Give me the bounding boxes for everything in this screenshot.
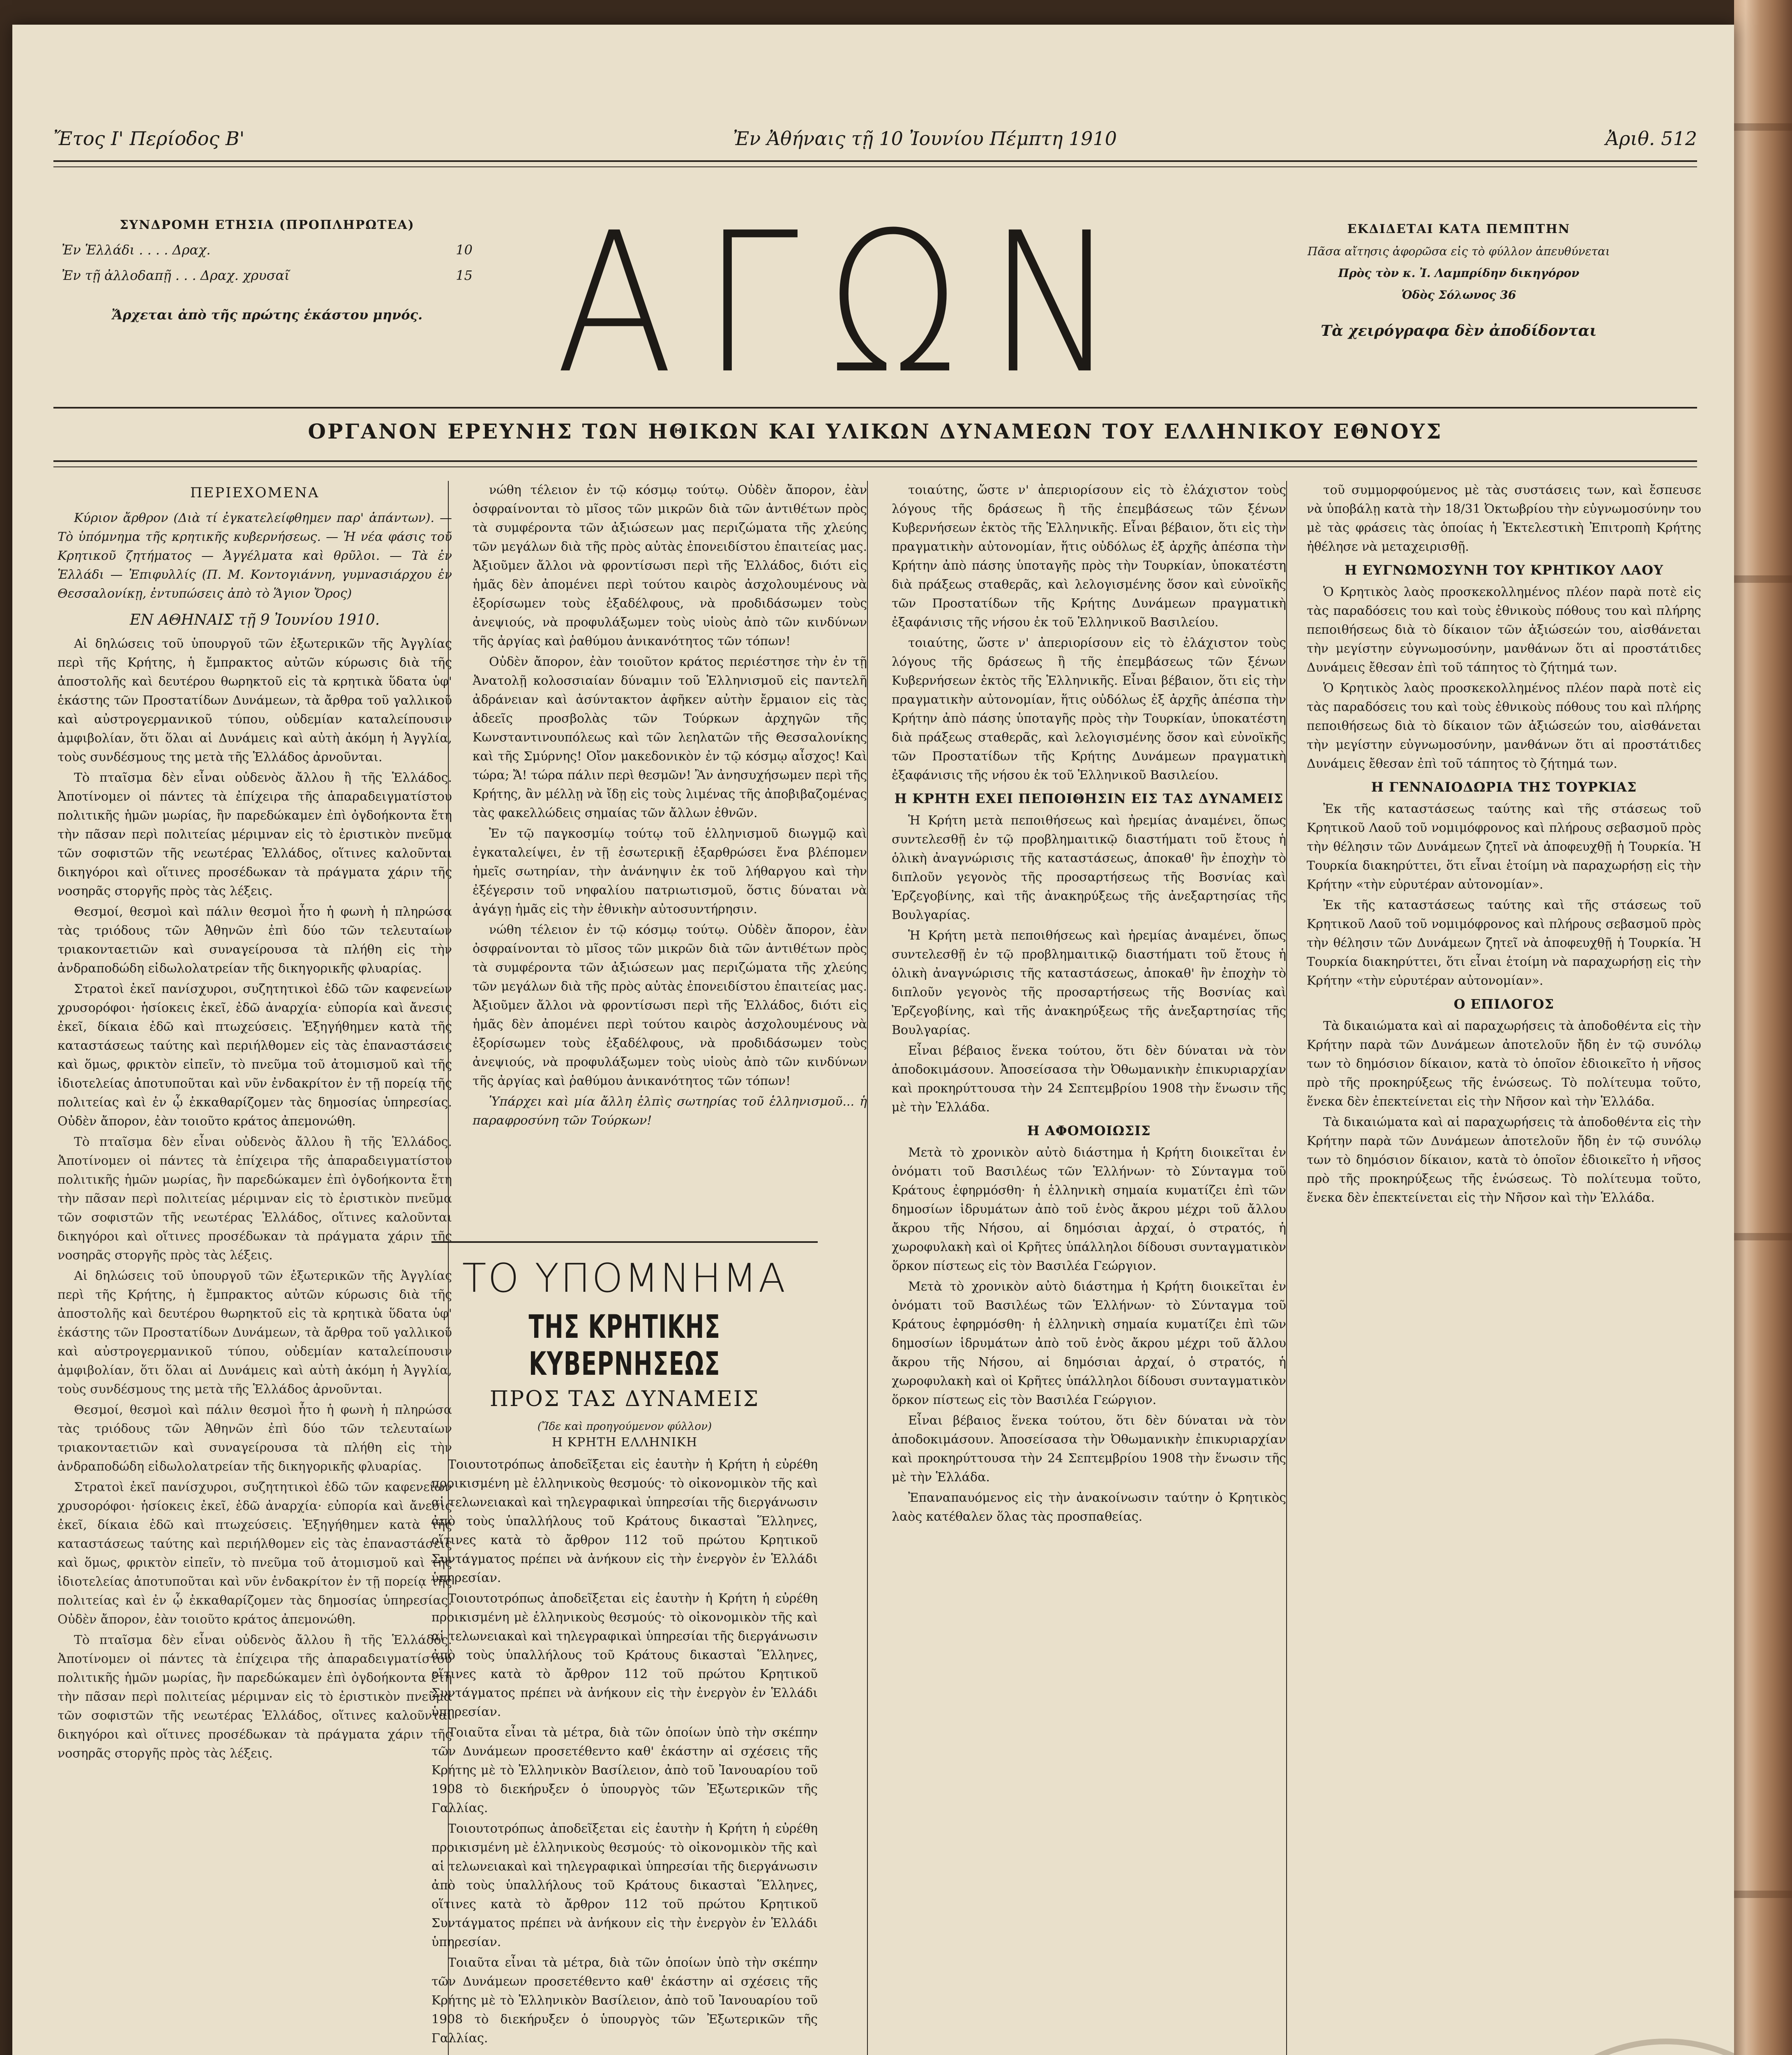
header-line <box>53 127 1697 150</box>
publisher-heading: ΕΚΔΙΔΕΤΑΙ ΚΑΤΑ ΠΕΜΠΤΗΝ <box>1347 222 1571 236</box>
masthead-title: ΑΓΩΝ <box>555 191 1146 417</box>
issue-date: Ἐν Ἀθήναις τῇ 10 Ἰουνίου Πέμπτη 1910 <box>733 127 1117 150</box>
article-paragraph: Ἐν τῷ παγκοσμίῳ τούτῳ τοῦ ἑλληνισμοῦ διωγμῷ καὶ ἐγκαταλείψει, ἐν τῇ ἐσωτερικῇ ἐξαρθρώσει ἔνα βλέπομεν ἡμεῖς σωτηρίαν, τὴν ἀνάνηψιν ἐκ τοῦ λήθαργου καὶ τὴν ἐξέγερσιν τοῦ νηφαλίου πατριωτισμοῦ, ὅστις δύναται νὰ ἀγάγῃ ἡμᾶς εἰς τὴν ἐθνικὴν αὐτοσυντήρησιν. <box>473 827 867 917</box>
article-paragraph: Μετὰ τὸ χρονικὸν αὐτὸ διάστημα ἡ Κρήτη διοικεῖται ἐν ὀνόματι τοῦ Βασιλέως τῶν Ἑλλήνων· τὸ Σύνταγμα τοῦ Κράτους ἐφηρμόσθη· ἡ ἑλληνικὴ σημαία κυματίζει ἐπὶ τῶν δημοσίων ἱδρυμάτων ἀπὸ τοῦ ἑνὸς ἄκρου μέχρι τοῦ ἄλλου ἄκρου τῆς Νήσου, αἱ δημόσιαι ἀρχαί, ὁ στρατός, ἡ χωροφυλακὴ καὶ οἱ Κρῆτες ὑπάλληλοι δίδουσι συνταγματικὸν ὅρκον πίστεως εἰς τὸν Βασιλέα Γεώργιον. <box>892 1145 1286 1273</box>
spine-stripe <box>1734 1891 1792 1898</box>
spine-stripe <box>1734 575 1792 583</box>
article-paragraph: Εἶναι βέβαιος ἕνεκα τούτου, ὅτι δὲν δύναται νὰ τὸν ἀποδοκιμάσουν. Ἀποσείσασα τὴν Ὀθωμανικὴν ἐπικυριαρχίαν καὶ προκηρύττουσα τὴν 24 Σεπτεμβρίου 1908 τὴν ἕνωσιν τῆς μὲ τὴν Ἑλλάδα. <box>892 1044 1286 1115</box>
publisher-box <box>1229 222 1689 339</box>
article-paragraph: Τοιουτοτρόπως ἀποδεῖξεται εἰς ἑαυτὴν ἡ Κρήτη ἡ εὐρέθη προικισμένη μὲ ἑλληνικοὺς θεσμούς· τὸ οἰκονομικὸν τῆς καὶ αἱ τελωνειακαὶ καὶ τηλεγραφικαὶ ὑπηρεσίαι τῆς διεργάνωσιν ἀπὸ τοὺς ὑπαλλήλους τοῦ Κράτους δικασταὶ Ἕλληνες, οἵτινες κατὰ τὸ ἄρθρον 112 τοῦ πρώτου Κρητικοῦ Συντάγματος πρέπει νὰ ἀνήκουν εἰς τὴν ἐνεργὸν ἐν Ἑλλάδι ὑπηρεσίαν. <box>431 1591 818 1719</box>
article-paragraph: Στρατοὶ ἐκεῖ πανίσχυροι, συζητητικοὶ ἐδῶ τῶν καφενείων χρυσορόφοι· ἡσίοκεις ἐκεῖ, ἐδῶ ἀναρχία· εὐπορία καὶ ἄνεσις ἐκεῖ, δίκαια ἐδῶ καὶ πτωχεύσεις. Ἐξηγήθημεν κατὰ τῆς καταστάσεως ταύτης καὶ περιήλθομεν εἰς τὰς ἐπαναστάσεις καὶ ὅμως, φρικτὸν εἰπεῖν, τὸ πνεῦμα τοῦ ἀτομισμοῦ καὶ τῆς ἰδιοτελείας ἀποτυποῦται καὶ νῦν ἐνδακρίτον ἐν τῇ πορείᾳ τῆς πολιτείας καὶ ἐν ᾧ ἐκκαθαρίζομεν τὰς δημοσίας ὑπηρεσίας. Οὐδὲν ἄπορον, ἐὰν τοιοῦτο κράτος ἀπεμονώθη. <box>58 1480 452 1627</box>
memorandum-rule <box>431 1241 818 1243</box>
tagline-rule <box>53 460 1697 462</box>
article-paragraph: Ἐπαναπαυόμενος εἰς τὴν ἀνακοίνωσιν ταύτην ὁ Κρητικὸς λαὸς κατέθαλεν ὅλας τὰς προσπαθείας. <box>892 1491 1286 1524</box>
column-2 <box>473 481 867 1221</box>
memorandum-subtitle: ΤΗΣ ΚΡΗΤΙΚΗΣ ΚΥΒΕΡΝΗΣΕΩΣ <box>528 1309 721 1383</box>
memorandum-title: ΤΟ ΥΠΟΜΝΗΜΑ <box>462 1255 787 1301</box>
article-paragraph: Θεσμοί, θεσμοὶ καὶ πάλιν θεσμοὶ ἦτο ἡ φωνὴ ἡ πληρώσα τὰς τριόδους τῶν Ἀθηνῶν ἐπὶ δύο τῶν τελευταίων τριακονταετιῶν καὶ συναγείρουσα τὰ πλήθη εἰς τὴν ἀνδραποδώδη εἰδωλολατρείαν τῆς δικηγορικῆς φλυαρίας. <box>58 905 452 976</box>
dateline: ΕΝ ΑΘΗΝΑΙΣ τῇ 9 Ἰουνίου 1910. <box>129 612 380 628</box>
section-heading: Η ΕΥΓΝΩΜΟΣΥΝΗ ΤΟΥ ΚΡΗΤΙΚΟΥ ΛΑΟΥ <box>1344 562 1664 578</box>
section-heading: Ο ΕΠΙΛΟΓΟΣ <box>1453 996 1554 1012</box>
article-paragraph: Αἱ δηλώσεις τοῦ ὑπουργοῦ τῶν ἐξωτερικῶν τῆς Ἀγγλίας περὶ τῆς Κρήτης, ἡ ἔμπρακτος αὐτῶν κύρωσις διὰ τῆς ἀποστολῆς καὶ δευτέρου θωρηκτοῦ εἰς τὰ κρητικὰ ὕδατα ὑφ' ἑκάστης τῶν Προστατίδων Δυνάμεων, τὰ ἄρθρα τοῦ γαλλικοῦ καὶ αὐστρογερμανικοῦ τύπου, οὐδεμίαν καταλείπουσιν ἀμφιβολίαν, ὅτι ὅλαι αἱ Δυνάμεις καὶ αὐτὴ ἀκόμη ἡ Ἀγγλία, τοὺς συνδέσμους της μετὰ τῆς Ἑλλάδος ἀρνοῦνται. <box>58 1269 452 1397</box>
column-4 <box>1307 481 1701 2055</box>
header-rule <box>53 160 1697 162</box>
section-heading: Η ΚΡΗΤΗ ΕΧΕΙ ΠΕΠΟΙΘΗΣΙΝ ΕΙΣ ΤΑΣ ΔΥΝΑΜΕΙΣ <box>894 791 1284 806</box>
article-closing: Ὑπάρχει καὶ μία ἄλλη ἐλπὶς σωτηρίας τοῦ ἑλληνισμοῦ... ἡ παραφροσύνη τῶν Τούρκων! <box>473 1094 867 1128</box>
article-paragraph: Μετὰ τὸ χρονικὸν αὐτὸ διάστημα ἡ Κρήτη διοικεῖται ἐν ὀνόματι τοῦ Βασιλέως τῶν Ἑλλήνων· τὸ Σύνταγμα τοῦ Κράτους ἐφηρμόσθη· ἡ ἑλληνικὴ σημαία κυματίζει ἐπὶ τῶν δημοσίων ἱδρυμάτων ἀπὸ τοῦ ἑνὸς ἄκρου μέχρι τοῦ ἄλλου ἄκρου τῆς Νήσου, αἱ δημόσιαι ἀρχαί, ὁ στρατός, ἡ χωροφυλακὴ καὶ οἱ Κρῆτες ὑπάλληλοι δίδουσι συνταγματικὸν ὅρκον πίστεως εἰς τὸν Βασιλέα Γεώργιον. <box>892 1279 1286 1407</box>
article-paragraph: νώθη τέλειον ἐν τῷ κόσμῳ τούτῳ. Οὐδὲν ἄπορον, ἐὰν ὀσφραίνονται τὸ μῖσος τῶν μικρῶν διὰ τῶν ἀντιθέτων πρὸς τὰ συμφέροντα τῶν ἀξιώσεων μας περιζώματα τῆς χλεύης τῶν μεγάλων διὰ τῆς πρὸς αὐτὰς ἐπονειδίστου ἐπαιτείας μας. Ἀξιοῦμεν ἄλλοι νὰ φροντίσωσι περὶ τῆς Ἑλλάδος, διότι εἰς ἡμᾶς δὲν ἀπομένει περὶ τούτου καιρὸς ἀσχολουμένους νὰ ἐξορίσωμεν τοὺς ἐξαδέλφους, νὰ προδιδάσωμεν τοὺς ἀνεψιούς, νὰ προφυλάξωμεν τοὺς υἱοὺς ἀπὸ τῶν κινδύνων τῆς ἀργίας καὶ ῥαθύμου ἀνικανότητος τῶν τόπων! <box>473 483 867 649</box>
column-3 <box>892 481 1286 2055</box>
section-heading: Η ΑΦΟΜΟΙΩΣΙΣ <box>1027 1123 1151 1138</box>
article-paragraph: Τὸ πταῖσμα δὲν εἶναι οὐδενὸς ἄλλου ἢ τῆς Ἑλλάδος. Ἀποτίνομεν οἱ πάντες τὰ ἐπίχειρα τῆς ἀπαραδειγματίστου πολιτικῆς ἡμῶν μωρίας, ἢν παρεδώκαμεν ἐπὶ ὀγδοήκοντα ἔτη τὴν πᾶσαν περὶ πολιτείας μέριμναν εἰς τὸ ἐριστικὸν πνεῦμα τῶν σοφιστῶν τῆς νεωτέρας Ἑλλάδος, οἵτινες καλοῦνται δικηγόροι καὶ οἵτινες προσέδωκαν τὰ πράγματα χάριν τῆς νοσηρᾶς στοργῆς πρὸς τὰς λέξεις. <box>58 771 452 898</box>
publisher-line: Πᾶσα αἴτησις ἀφορῶσα εἰς τὸ φύλλον ἀπευθύνεται <box>1307 245 1610 258</box>
publisher-note: Τὰ χειρόγραφα δὲν ἀποδίδονται <box>1321 322 1597 339</box>
article-paragraph: Τὸ πταῖσμα δὲν εἶναι οὐδενὸς ἄλλου ἢ τῆς Ἑλλάδος. Ἀποτίνομεν οἱ πάντες τὰ ἐπίχειρα τῆς ἀπαραδειγματίστου πολιτικῆς ἡμῶν μωρίας, ἢν παρεδώκαμεν ἐπὶ ὀγδοήκοντα ἔτη τὴν πᾶσαν περὶ πολιτείας μέριμναν εἰς τὸ ἐριστικὸν πνεῦμα τῶν σοφιστῶν τῆς νεωτέρας Ἑλλάδος, οἵτινες καλοῦνται δικηγόροι καὶ οἵτινες προσέδωκαν τὰ πράγματα χάριν τῆς νοσηρᾶς στοργῆς πρὸς τὰς λέξεις. <box>58 1633 452 1761</box>
spine-stripe <box>1734 1233 1792 1240</box>
header-rule-thin <box>53 166 1697 167</box>
article-paragraph: τοιαύτης, ὥστε ν' ἀπεριορίσουν εἰς τὸ ἐλάχιστον τοὺς λόγους τῆς δράσεως ἢ τῆς ἐπεμβάσεως τῶν ξένων Κυβερνήσεων ἐκτὸς τῆς Ἑλληνικῆς. Εἶναι βέβαιον, ὅτι εἰς τὴν πραγματικὴν αὐτονομίαν, ἥτις οὐδόλως ἐξ ἀρχῆς ἀπέσπα τὴν Κρήτην ἀπὸ πάσης ὑποταγῆς πρὸς τὴν Τουρκίαν, ὑποκατέστη διὰ πράξεως σταθερᾶς, καὶ λελογισμένης ὅσον καὶ εὐνοϊκῆς τῶν Προστατίδων τῆς Κρήτης Δυνάμεων πραγματικὴ ἐξαφάνισις τῆς νήσου ἐκ τοῦ Ἑλληνικοῦ Βασιλείου. <box>892 483 1286 630</box>
memorandum-subhead: Η ΚΡΗΤΗ ΕΛΛΗΝΙΚΗ <box>551 1435 698 1450</box>
article-paragraph: τοῦ συμμορφούμενος μὲ τὰς συστάσεις των, καὶ ἔσπευσε νὰ ὑποβάλῃ κατὰ τὴν 18/31 Ὀκτωβρίου τὴν εὐγνωμοσύνην του μὲ τὰς φράσεις τὰς ὁποίας ἡ Ἐκτελεστικὴ Ἐπιτροπὴ Κρήτης ἠθέλησε νὰ μεταχειρισθῇ. <box>1307 483 1701 554</box>
article-paragraph: Τὰ δικαιώματα καὶ αἱ παραχωρήσεις τὰ ἀποδοθέντα εἰς τὴν Κρήτην παρὰ τῶν Δυνάμεων ἀποτελοῦν ἤδη ἐν τῷ συνόλῳ των τὸ δημόσιον δίκαιον, κατὰ τὸ ὁποῖον ἐδιοικεῖτο ἡ νῆσος πρὸ τῆς προκηρύξεως τῆς ἑνώσεως. Τὸ πολίτευμα τοῦτο, ἕνεκα δὲν ἐπεκτείνεται εἰς τὴν Νῆσον καὶ τὴν Ἑλλάδα. <box>1307 1019 1701 1109</box>
subscription-row <box>62 268 473 283</box>
column-1 <box>58 481 452 2055</box>
article-paragraph: Ὁ Κρητικὸς λαὸς προσκεκολλημένος πλέον παρὰ ποτὲ εἰς τὰς παραδόσεις του καὶ τοὺς ἐθνικοὺς πόθους του καὶ πλήρης πεποιθήσεως διὰ τὸ δίκαιον τῶν ἀξιώσεών του, αἰσθάνεται τὴν μεγίστην εὐγνωμοσύνην, μανθάνων ὅτι αἱ προστάτιδες Δυνάμεις ἔθεσαν ἐπὶ τοῦ τάπητος τὸ ζήτημά των. <box>1307 585 1701 675</box>
article-paragraph: Ὁ Κρητικὸς λαὸς προσκεκολλημένος πλέον παρὰ ποτὲ εἰς τὰς παραδόσεις του καὶ τοὺς ἐθνικοὺς πόθους του καὶ πλήρης πεποιθήσεως διὰ τὸ δίκαιον τῶν ἀξιώσεών του, αἰσθάνεται τὴν μεγίστην εὐγνωμοσύνην, μανθάνων ὅτι αἱ προστάτιδες Δυνάμεις ἔθεσαν ἐπὶ τοῦ τάπητος τὸ ζήτημά των. <box>1307 681 1701 771</box>
newspaper-page <box>12 25 1734 2055</box>
columns <box>58 481 1701 2055</box>
subscription-row <box>62 242 473 258</box>
subscription-box <box>62 218 473 323</box>
publisher-address: Ὁδὸς Σόλωνος 36 <box>1401 288 1516 302</box>
article-paragraph: Τὰ δικαιώματα καὶ αἱ παραχωρήσεις τὰ ἀποδοθέντα εἰς τὴν Κρήτην παρὰ τῶν Δυνάμεων ἀποτελοῦν ἤδη ἐν τῷ συνόλῳ των τὸ δημόσιον δίκαιον, κατὰ τὸ ὁποῖον ἐδιοικεῖτο ἡ νῆσος πρὸ τῆς προκηρύξεως τῆς ἑνώσεως. Τὸ πολίτευμα τοῦτο, ἕνεκα δὲν ἐπεκτείνεται εἰς τὴν Νῆσον καὶ τὴν Ἑλλάδα. <box>1307 1115 1701 1205</box>
issue-number: Ἀριθ. 512 <box>1605 127 1697 150</box>
publisher-line: Πρὸς τὸν κ. Ἰ. Λαμπρίδην δικηγόρον <box>1338 266 1580 280</box>
article-paragraph: Τὸ πταῖσμα δὲν εἶναι οὐδενὸς ἄλλου ἢ τῆς Ἑλλάδος. Ἀποτίνομεν οἱ πάντες τὰ ἐπίχειρα τῆς ἀπαραδειγματίστου πολιτικῆς ἡμῶν μωρίας, ἢν παρεδώκαμεν ἐπὶ ὀγδοήκοντα ἔτη τὴν πᾶσαν περὶ πολιτείας μέριμναν εἰς τὸ ἐριστικὸν πνεῦμα τῶν σοφιστῶν τῆς νεωτέρας Ἑλλάδος, οἵτινες καλοῦνται δικηγόροι καὶ οἵτινες προσέδωκαν τὰ πράγματα χάριν τῆς νοσηρᾶς στοργῆς πρὸς τὰς λέξεις. <box>58 1135 452 1263</box>
spine-stripe <box>1734 123 1792 131</box>
subscription-heading: ΣΥΝΔΡΟΜΗ ΕΤΗΣΙΑ (ΠΡΟΠΛΗΡΩΤΕΑ) <box>120 218 415 232</box>
book-spine <box>1734 0 1792 2055</box>
issue-period: Ἔτος Ι' Περίοδος Β' <box>53 127 245 150</box>
article-paragraph: Θεσμοί, θεσμοὶ καὶ πάλιν θεσμοὶ ἦτο ἡ φωνὴ ἡ πληρώσα τὰς τριόδους τῶν Ἀθηνῶν ἐπὶ δύο τῶν τελευταίων τριακονταετιῶν καὶ συναγείρουσα τὰ πλήθη εἰς τὴν ἀνδραποδώδη εἰδωλολατρείαν τῆς δικηγορικῆς φλυαρίας. <box>58 1403 452 1474</box>
article-paragraph: Στρατοὶ ἐκεῖ πανίσχυροι, συζητητικοὶ ἐδῶ τῶν καφενείων χρυσορόφοι· ἡσίοκεις ἐκεῖ, ἐδῶ ἀναρχία· εὐπορία καὶ ἄνεσις ἐκεῖ, δίκαια ἐδῶ καὶ πτωχεύσεις. Ἐξηγήθημεν κατὰ τῆς καταστάσεως ταύτης καὶ περιήλθομεν εἰς τὰς ἐπαναστάσεις καὶ ὅμως, φρικτὸν εἰπεῖν, τὸ πνεῦμα τοῦ ἀτομισμοῦ καὶ τῆς ἰδιοτελείας ἀποτυποῦται καὶ νῦν ἐνδακρίτον ἐν τῇ πορείᾳ τῆς πολιτείας καὶ ἐν ᾧ ἐκκαθαρίζομεν τὰς δημοσίας ὑπηρεσίας. Οὐδὲν ἄπορον, ἐὰν τοιοῦτο κράτος ἀπεμονώθη. <box>58 982 452 1129</box>
article-paragraph: τοιαύτης, ὥστε ν' ἀπεριορίσουν εἰς τὸ ἐλάχιστον τοὺς λόγους τῆς δράσεως ἢ τῆς ἐπεμβάσεως τῶν ξένων Κυβερνήσεων ἐκτὸς τῆς Ἑλληνικῆς. Εἶναι βέβαιον, ὅτι εἰς τὴν πραγματικὴν αὐτονομίαν, ἥτις οὐδόλως ἐξ ἀρχῆς ἀπέσπα τὴν Κρήτην ἀπὸ πάσης ὑποταγῆς πρὸς τὴν Τουρκίαν, ὑποκατέστη διὰ πράξεως σταθερᾶς, καὶ λελογισμένης ὅσον καὶ εὐνοϊκῆς τῶν Προστατίδων τῆς Κρήτης Δυνάμεων πραγματικὴ ἐξαφάνισις τῆς νήσου ἐκ τοῦ Ἑλληνικοῦ Βασιλείου. <box>892 636 1286 783</box>
article-paragraph: Αἱ δηλώσεις τοῦ ὑπουργοῦ τῶν ἐξωτερικῶν τῆς Ἀγγλίας περὶ τῆς Κρήτης, ἡ ἔμπρακτος αὐτῶν κύρωσις διὰ τῆς ἀποστολῆς καὶ δευτέρου θωρηκτοῦ εἰς τὰ κρητικὰ ὕδατα ὑφ' ἑκάστης τῶν Προστατίδων Δυνάμεων, τὰ ἄρθρα τοῦ γαλλικοῦ καὶ αὐστρογερμανικοῦ τύπου, οὐδεμίαν καταλείπουσιν ἀμφιβολίαν, ὅτι ὅλαι αἱ Δυνάμεις καὶ αὐτὴ ἀκόμη ἡ Ἀγγλία, τοὺς συνδέσμους της μετὰ τῆς Ἑλλάδος ἀρνοῦνται. <box>58 637 452 764</box>
article-paragraph: Εἶναι βέβαιος ἕνεκα τούτου, ὅτι δὲν δύναται νὰ τὸν ἀποδοκιμάσουν. Ἀποσείσασα τὴν Ὀθωμανικὴν ἐπικυριαρχίαν καὶ προκηρύττουσα τὴν 24 Σεπτεμβρίου 1908 τὴν ἕνωσιν τῆς μὲ τὴν Ἑλλάδα. <box>892 1413 1286 1485</box>
article-paragraph: Ἐκ τῆς καταστάσεως ταύτης καὶ τῆς στάσεως τοῦ Κρητικοῦ Λαοῦ τοῦ νομιμόφρονος καὶ πλήρους σεβασμοῦ πρὸς τὴν θέλησιν τῶν Δυνάμεων ζητεῖ νὰ ἀποφευχθῇ ἡ Τουρκία. Ἡ Τουρκία διακηρύττει, ὅτι εἶναι ἑτοίμη νὰ παραχωρήσῃ εἰς τὴν Κρήτην «τὴν εὐρυτέραν αὐτονομίαν». <box>1307 802 1701 892</box>
article-paragraph: Ἡ Κρήτη μετὰ πεποιθήσεως καὶ ἠρεμίας ἀναμένει, ὅπως συντελεσθῇ ἐν τῷ προβλημαιτικῷ διαστήματι τοῦ ἔτους ἡ ὁλικὴ ἀναγνώρισις τῆς καταστάσεως, ἀποκαθ' ἣν ἐποχὴν τὸ διπλοῦν γεγονὸς τῆς προσαρτήσεως τῆς Βοσνίας καὶ Ἐρζεγοβίνης, καὶ τῆς ἀνακηρύξεως τῆς ἀνεξαρτησίας τῆς Βουλγαρίας. <box>892 813 1286 922</box>
contents-heading: ΠΕΡΙΕΧΟΜΕΝΑ <box>190 485 320 501</box>
article-paragraph: Τοιαῦτα εἶναι τὰ μέτρα, διὰ τῶν ὁποίων ὑπὸ τὴν σκέπην τῶν Δυνάμεων προσετέθεντο καθ' ἑκάστην αἱ σχέσεις τῆς Κρήτης μὲ τὸ Ἑλληνικὸν Βασίλειον, ἀπὸ τοῦ Ἰανουαρίου τοῦ 1908 τὸ διεκήρυξεν ὁ ὑπουργὸς τῶν Ἐξωτερικῶν τῆς Γαλλίας. <box>431 1956 818 2046</box>
article-paragraph: νώθη τέλειον ἐν τῷ κόσμῳ τούτῳ. Οὐδὲν ἄπορον, ἐὰν ὀσφραίνονται τὸ μῖσος τῶν μικρῶν διὰ τῶν ἀντιθέτων πρὸς τὰ συμφέροντα τῶν ἀξιώσεων μας περιζώματα τῆς χλεύης τῶν μεγάλων διὰ τῆς πρὸς αὐτὰς ἐπονειδίστου ἐπαιτείας μας. Ἀξιοῦμεν ἄλλοι νὰ φροντίσωσι περὶ τῆς Ἑλλάδος, διότι εἰς ἡμᾶς δὲν ἀπομένει περὶ τούτου καιρὸς ἀσχολουμένους νὰ ἐξορίσωμεν τοὺς ἐξαδέλφους, νὰ προδιδάσωμεν τοὺς ἀνεψιούς, νὰ προφυλάξωμεν τοὺς υἱοὺς ἀπὸ τῶν κινδύνων τῆς ἀργίας καὶ ῥαθύμου ἀνικανότητος τῶν τόπων! <box>473 923 867 1088</box>
memorandum-body <box>431 1455 818 2055</box>
masthead-rule <box>53 407 1697 409</box>
memorandum-article <box>431 1241 818 2055</box>
subscription-label: Ἐν τῇ ἀλλοδαπῇ . . . Δραχ. χρυσαῖ <box>62 268 290 283</box>
article-paragraph: Τοιουτοτρόπως ἀποδεῖξεται εἰς ἑαυτὴν ἡ Κρήτη ἡ εὐρέθη προικισμένη μὲ ἑλληνικοὺς θεσμούς· τὸ οἰκονομικὸν τῆς καὶ αἱ τελωνειακαὶ καὶ τηλεγραφικαὶ ὑπηρεσίαι τῆς διεργάνωσιν ἀπὸ τοὺς ὑπαλλήλους τοῦ Κράτους δικασταὶ Ἕλληνες, οἵτινες κατὰ τὸ ἄρθρον 112 τοῦ πρώτου Κρητικοῦ Συντάγματος πρέπει νὰ ἀνήκουν εἰς τὴν ἐνεργὸν ἐν Ἑλλάδι ὑπηρεσίαν. <box>431 1457 818 1585</box>
subscription-label: Ἐν Ἑλλάδι . . . . Δραχ. <box>62 242 211 258</box>
article-paragraph: Οὐδὲν ἄπορον, ἐὰν τοιοῦτον κράτος περιέστησε τὴν ἐν τῇ Ἀνατολῇ κολοσσιαίαν δύναμιν τοῦ Ἑλληνισμοῦ εἰς παντελῆ ἀδράνειαν καὶ ἀσύντακτον ἀφῆκεν αὐτὴν ἔρμαιον εἰς τὰς ἀδεεῖς προσβολὰς τῶν Τούρκων ἀρχηγῶν τῆς Κωνσταντινουπόλεως καὶ τῶν λεηλατῶν τῆς Θεσσαλονίκης καὶ τῆς Σμύρνης! Οἴον μακεδονικὸν ἐν τῷ κόσμῳ αἶσχος! Καὶ τώρα; Ἄ! τώρα πάλιν περὶ θεσμῶν! Ἂν ἀνησυχήσωμεν περὶ τῆς Κρήτης, ἂν μέλλῃ νὰ ἴδῃ εἰς τοὺς λιμένας τῆς ἀποβιβαζομένας τὰς φακελλώδεις σημαίας τῶν ἄλλων ἐθνῶν. <box>473 655 867 820</box>
subscription-price: 15 <box>456 268 473 283</box>
section-heading: Η ΓΕΝΝΑΙΟΔΩΡΙΑ ΤΗΣ ΤΟΥΡΚΙΑΣ <box>1371 779 1637 795</box>
article-paragraph: Ἐκ τῆς καταστάσεως ταύτης καὶ τῆς στάσεως τοῦ Κρητικοῦ Λαοῦ τοῦ νομιμόφρονος καὶ πλήρους σεβασμοῦ πρὸς τὴν θέλησιν τῶν Δυνάμεων ζητεῖ νὰ ἀποφευχθῇ ἡ Τουρκία. Ἡ Τουρκία διακηρύττει, ὅτι εἶναι ἑτοίμη νὰ παραχωρήσῃ εἰς τὴν Κρήτην «τὴν εὐρυτέραν αὐτονομίαν». <box>1307 898 1701 988</box>
article-paragraph: Τοιαῦτα εἶναι τὰ μέτρα, διὰ τῶν ὁποίων ὑπὸ τὴν σκέπην τῶν Δυνάμεων προσετέθεντο καθ' ἑκάστην αἱ σχέσεις τῆς Κρήτης μὲ τὸ Ἑλληνικὸν Βασίλειον, ἀπὸ τοῦ Ἰανουαρίου τοῦ 1908 τὸ διεκήρυξεν ὁ ὑπουργὸς τῶν Ἐξωτερικῶν τῆς Γαλλίας. <box>431 1725 818 1815</box>
subscription-note: Ἄρχεται ἀπὸ τῆς πρώτης ἑκάστου μηνός. <box>111 307 423 323</box>
tagline-rule-thin <box>53 466 1697 467</box>
contents-text: Κύριον ἄρθρον (Διὰ τί ἐγκατελείφθημεν παρ' ἁπάντων). — Τὸ ὑπόμνημα τῆς κρητικῆς κυβερνήσεως. — Ἡ νέα φάσις τοῦ Κρητικοῦ ζητήματος — Ἀγγέλματα καὶ θρῦλοι. — Τὰ ἐν Ἑλλάδι — Ἐπιφυλλίς (Π. Μ. Κοντογιάννη, γυμνασιάρχου ἐν Θεσσαλονίκῃ, ἐντυπώσεις ἀπὸ τὸ Ἅγιον Ὄρος) <box>58 511 452 601</box>
article-paragraph: Ἡ Κρήτη μετὰ πεποιθήσεως καὶ ἠρεμίας ἀναμένει, ὅπως συντελεσθῇ ἐν τῷ προβλημαιτικῷ διαστήματι τοῦ ἔτους ἡ ὁλικὴ ἀναγνώρισις τῆς καταστάσεως, ἀποκαθ' ἣν ἐποχὴν τὸ διπλοῦν γεγονὸς τῆς προσαρτήσεως τῆς Βοσνίας καὶ Ἐρζεγοβίνης, καὶ τῆς ἀνακηρύξεως τῆς ἀνεξαρτησίας τῆς Βουλγαρίας. <box>892 928 1286 1037</box>
article-paragraph: Τοιουτοτρόπως ἀποδεῖξεται εἰς ἑαυτὴν ἡ Κρήτη ἡ εὐρέθη προικισμένη μὲ ἑλληνικοὺς θεσμούς· τὸ οἰκονομικὸν τῆς καὶ αἱ τελωνειακαὶ καὶ τηλεγραφικαὶ ὑπηρεσίαι τῆς διεργάνωσιν ἀπὸ τοὺς ὑπαλλήλους τοῦ Κράτους δικασταὶ Ἕλληνες, οἵτινες κατὰ τὸ ἄρθρον 112 τοῦ πρώτου Κρητικοῦ Συντάγματος πρέπει νὰ ἀνήκουν εἰς τὴν ἐνεργὸν ἐν Ἑλλάδι ὑπηρεσίαν. <box>431 1822 818 1949</box>
tagline: ΟΡΓΑΝΟΝ ΕΡΕΥΝΗΣ ΤΩΝ ΗΘΙΚΩΝ ΚΑΙ ΥΛΙΚΩΝ ΔΥΝΑΜΕΩΝ ΤΟΥ ΕΛΛΗΝΙΚΟΥ ΕΘΝΟΥΣ <box>308 419 1443 443</box>
memorandum-note: (Ἴδε καὶ προηγούμενον φύλλον) <box>537 1420 712 1433</box>
memorandum-subtitle: ΠΡΟΣ ΤΑΣ ΔΥΝΑΜΕΙΣ <box>489 1387 760 1411</box>
subscription-price: 10 <box>456 242 473 258</box>
